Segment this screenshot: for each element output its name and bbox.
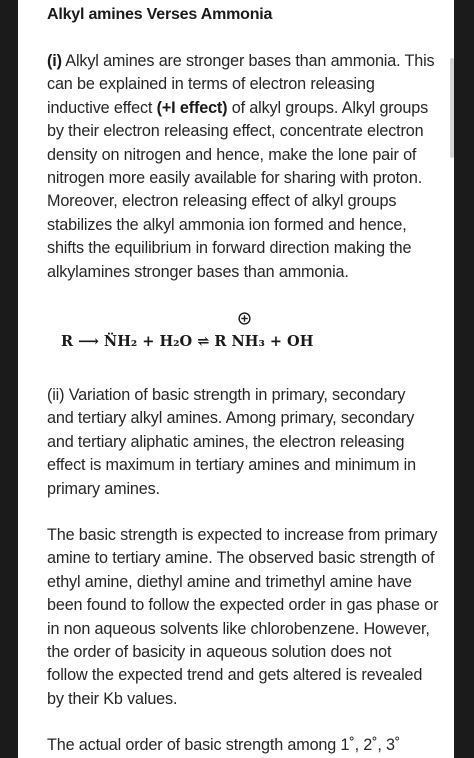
text-line: [47, 50, 447, 73]
article-page[interactable]: [18, 0, 454, 758]
text-line: and tertiary alkyl amines. Among primary, secondary: [47, 409, 415, 428]
text-span: Alkyl amines are stronger bases than ammonia. This: [61, 52, 435, 70]
text-line: by their electron releasing effect, concentrate electron: [47, 122, 424, 141]
text-line: effect is maximum in tertiary amines and minimum in: [47, 456, 416, 475]
text-line: Moreover, electron releasing effect of alkyl groups: [47, 192, 397, 211]
paragraph-actual-order: [47, 734, 447, 757]
paragraph-alkyl-amines-basicity: [47, 50, 447, 284]
bold-term: (+I effect): [156, 98, 228, 117]
text-line: ethyl amine, diethyl amine and trimethyl amine have: [47, 572, 412, 591]
text-line: nitrogen more easily available for sharing with proton.: [47, 169, 423, 188]
text-line: shifts the equilibrium in forward direction making the: [47, 239, 412, 258]
paragraph-marker: (i): [47, 52, 62, 70]
text-line: The actual order of basic strength among 1˚, 2˚, 3˚: [47, 736, 401, 754]
text-line: by their Kb values.: [47, 689, 178, 708]
text-line: can be explained in terms of electron releasing: [47, 75, 375, 94]
text-line: the order of basicity in aqueous solution does not: [47, 643, 392, 662]
text-line: and tertiary aliphatic amines, the electron releasing: [47, 432, 405, 451]
text-line: The basic strength is expected to increase from primary: [47, 526, 438, 544]
scrollbar-thumb[interactable]: [450, 58, 454, 158]
text-line: (ii) Variation of basic strength in primary, secondary: [47, 386, 406, 404]
equation-text: R ⟶ N̈H₂ + H₂O ⇌ R NH₃ + OH: [61, 333, 314, 350]
text-line: amine to tertiary amine. The observed basic strength of: [47, 549, 435, 568]
text-line: alkylamines stronger bases than ammonia.: [47, 262, 349, 281]
text-span: inductive effect: [47, 98, 157, 117]
text-line: follow the expected trend and gets altered is revealed: [47, 666, 423, 685]
positive-charge-icon: [238, 312, 251, 325]
article-title: Alkyl amines Verses Ammonia: [47, 6, 273, 23]
chemical-equation: [61, 312, 361, 356]
text-line: density on nitrogen and hence, make the lone pair of: [47, 145, 417, 164]
paragraph-primary-secondary-tertiary: [47, 384, 447, 501]
paragraph-basic-strength-order: [47, 524, 447, 711]
text-line: [47, 97, 447, 120]
text-line: in non aqueous solvents like chlorobenzene. However,: [47, 619, 430, 638]
text-span: of alkyl groups. Alkyl groups: [227, 98, 429, 117]
text-line: been found to follow the expected order in gas phase or: [47, 596, 439, 615]
text-line: stabilizes the alkyl ammonia ion formed and hence,: [47, 215, 407, 234]
text-line: primary amines.: [47, 479, 160, 498]
